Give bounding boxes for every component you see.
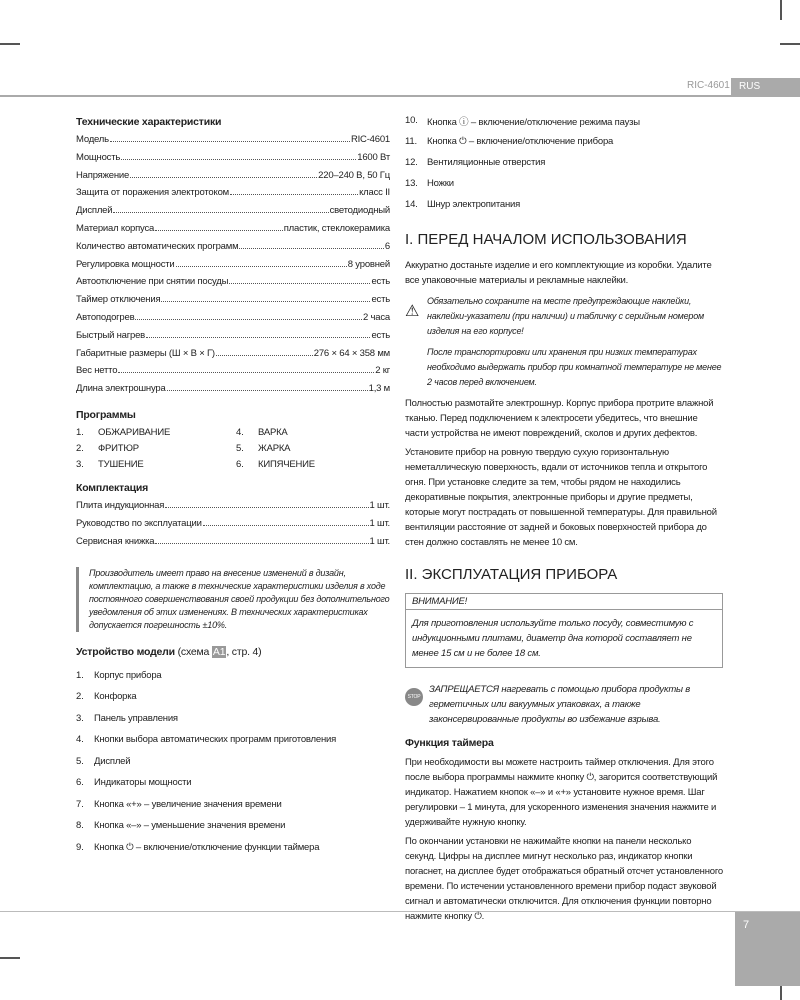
list-item: 6. Индикаторы мощности (76, 777, 192, 789)
spec-row: Количество автоматических программ 6 (76, 240, 390, 252)
list-item: 12. Вентиляционные отверстия (405, 157, 546, 168)
language-tab: RUS (731, 78, 800, 95)
program-item: 1. ОБЖАРИВАНИЕ (76, 426, 171, 438)
program-item: 5. ЖАРКА (236, 442, 291, 454)
paragraph: При необходимости вы можете настроить таймер отключения. Для этого после выбора программы нажмите кнопку ⏻, загорится соответствующий индикатор. Нажатием кнопок «–» и «+» установите нужное время. Шаг регулировки – 1 минута, для ускоренного изменения значения нажмите и удерживайте нужную кнопку. (405, 757, 718, 828)
spec-row: Вес нетто 2 кг (76, 365, 390, 377)
spec-row: Регулировка мощности 8 уровней (76, 258, 390, 270)
paragraph: Установите прибор на ровную твердую сухую горизонтальную неметаллическую поверхность, вдали от источников тепла и открытого огня. При установке следите за тем, чтобы рядом не находились декоративные покрытия, электронные приборы и другие предметы, которые могут пострадать от повышенной температуры. Для правильной вентиляции расстояние от задней и боковых поверхностей прибора до стен должно составлять не менее 10 см. (405, 447, 717, 548)
program-item: 3. ТУШЕНИЕ (76, 458, 144, 470)
spec-row: Плита индукционная 1 шт. (76, 499, 390, 511)
paragraph: Полностью размотайте электрошнур. Корпус прибора протрите влажной тканью. Перед подключением к электросети убедитесь, что внешние части устройства не имеют повреждений, сколов и других дефектов. (405, 398, 714, 439)
device-parts-list-cont (405, 110, 723, 215)
attention-body: Для приготовления используйте только посуду, совместимую с индукционными плитами, диаметр дна которой составляет не менее 15 см и не более 18 см. (412, 618, 694, 659)
timer-title: Функция таймера (405, 737, 494, 749)
crop-mark (780, 43, 800, 45)
list-item: 1. Корпус прибора (76, 669, 162, 681)
spec-row: Защита от поражения электротоком класс II (76, 187, 390, 199)
paragraph: Аккуратно достаньте изделие и его комплектующие из коробки. Удалите все упаковочные материалы и рекламные наклейки. (405, 260, 712, 286)
spec-row: Сервисная книжка 1 шт. (76, 535, 390, 547)
list-item: 13. Ножки (405, 178, 454, 189)
list-item: 10. Кнопка ⓘ – включение/отключение режима паузы (405, 115, 640, 128)
kit-list (76, 500, 390, 553)
section2-title: II. ЭКСПЛУАТАЦИЯ ПРИБОРА (405, 566, 618, 583)
crop-mark (780, 0, 782, 20)
left-column (76, 110, 390, 858)
list-item: 9. Кнопка ⏻ – включение/отключение функции таймера (76, 841, 320, 853)
programs-list (76, 427, 390, 470)
crop-mark (780, 985, 782, 1000)
spec-row: Дисплей светодиодный (76, 205, 390, 217)
device-title: Устройство модели (схема A1, стр. 4) (76, 646, 262, 659)
spec-row: Автоподогрев 2 часа (76, 311, 390, 323)
spec-row: Быстрый нагрев есть (76, 329, 390, 341)
spec-row: Автоотключение при снятии посуды есть (76, 276, 390, 288)
program-item: 6. КИПЯЧЕНИЕ (236, 458, 315, 470)
list-item: 2. Конфорка (76, 691, 137, 703)
spec-row: Длина электрошнура 1,3 м (76, 383, 390, 395)
list-item: 11. Кнопка ⏻ – включение/отключение прибора (405, 136, 614, 147)
crop-mark (0, 957, 20, 959)
list-item: 5. Дисплей (76, 755, 131, 767)
programs-title: Программы (76, 408, 136, 421)
list-item: 3. Панель управления (76, 712, 178, 724)
spec-row: Таймер отключения есть (76, 294, 390, 306)
spec-row: Напряжение 220–240 В, 50 Гц (76, 169, 390, 181)
warning-note: После транспортировки или хранения при низких температурах необходимо выдержать прибор при комнатной температуре не менее 2 часов перед включением. (427, 347, 722, 387)
page-number: 7 (735, 912, 800, 986)
crop-mark (0, 43, 20, 45)
program-item: 4. ВАРКА (236, 426, 288, 438)
header-rule (0, 95, 800, 97)
list-item: 4. Кнопки выбора автоматических программ приготовления (76, 734, 337, 746)
warning-block: ⚠ Обязательно сохраните на месте предупреждающие наклейки, наклейки-указатели (при наличии) и табличку с серийным номером изделия на его корпусе! (405, 294, 723, 339)
list-item: 8. Кнопка «–» – уменьшение значения времени (76, 820, 286, 832)
spec-row: Материал корпуса пластик, стеклокерамика (76, 222, 390, 234)
section1-title: I. ПЕРЕД НАЧАЛОМ ИСПОЛЬЗОВАНИЯ (405, 231, 687, 248)
stop-warning: STOP ЗАПРЕЩАЕТСЯ нагревать с помощью прибора продукты в герметичных или вакуумных упаковках, а также законсервированные продукты во избежание взрыва. (405, 682, 723, 727)
list-item: 14. Шнур электропитания (405, 199, 521, 210)
spec-row: Габаритные размеры (Ш × В × Г) 276 × 64 × 358 мм (76, 347, 390, 359)
right-column (405, 110, 723, 928)
model-label: RIC-4601 (687, 80, 730, 91)
specs-title: Технические характеристики (76, 116, 222, 128)
list-item: 7. Кнопка «+» – увеличение значения времени (76, 798, 282, 810)
specs-list (76, 134, 390, 401)
spec-row: Руководство по эксплуатации 1 шт. (76, 517, 390, 529)
attention-box (405, 593, 723, 668)
kit-title: Комплектация (76, 481, 149, 494)
paragraph: По окончании установки не нажимайте кнопки на панели несколько секунд. Цифры на дисплее мигнут несколько раз, индикатор кнопки погаснет, на дисплее будет отображаться обратный отсчет установленного времени. По истечении установленного времени прибор подаст звуковой сигнал и автоматически отключится. Для отключения функции повторно нажмите кнопку ⏻. (405, 836, 723, 922)
program-item: 2. ФРИТЮР (76, 442, 139, 454)
disclaimer-note: Производитель имеет право на внесение изменений в дизайн, комплектацию, а также в технические характеристики изделия в ходе постоянного совершенствования своей продукции без дополнительного уведомления об этих изменениях. В технических характеристиках допускается погрешность ±10%. (76, 567, 390, 632)
warning-triangle-icon: ⚠ (405, 303, 420, 320)
device-parts-list (76, 664, 390, 858)
spec-row: Мощность 1600 Вт (76, 151, 390, 163)
spec-row: Модель RIC-4601 (76, 134, 390, 145)
stop-icon: STOP (405, 688, 423, 706)
attention-heading: ВНИМАНИЕ! (406, 594, 722, 610)
